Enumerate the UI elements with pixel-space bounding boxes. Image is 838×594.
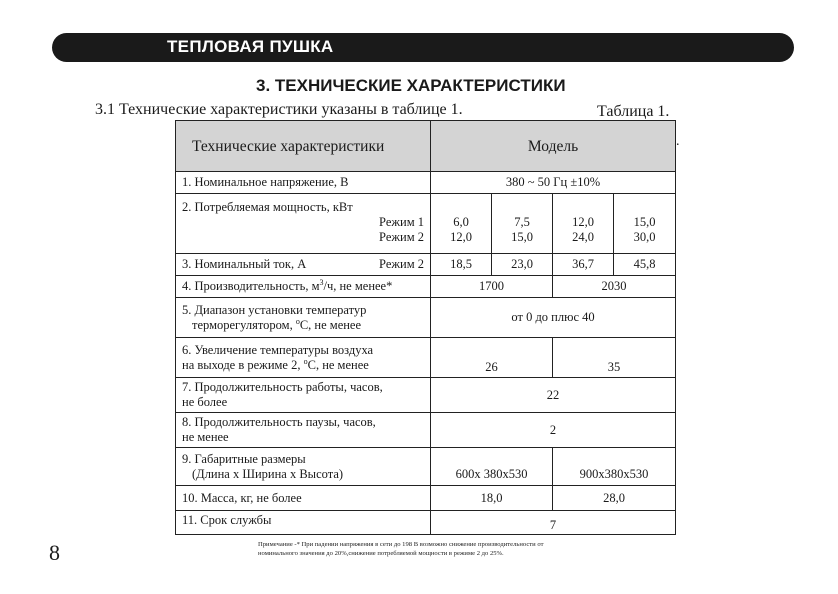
cell-value [553, 194, 614, 254]
row-label [176, 276, 431, 298]
row-label-part: на выходе в режиме 2, [182, 357, 304, 372]
row-label-text: /ч, не менее* [323, 279, 393, 293]
cell-value-mode2: 24,0 [572, 230, 594, 244]
cell-value-mode2: 30,0 [633, 230, 656, 244]
cell-value: 2 [431, 413, 676, 448]
degree-sign: о [295, 316, 300, 326]
row-label-text: не менее [182, 430, 229, 444]
cell-value-mode1: 12,0 [572, 215, 594, 229]
row-label-text: 5. Диапазон установки температур [182, 302, 367, 317]
table-row [176, 511, 676, 535]
cell-value [492, 194, 553, 254]
cell-value: 36,7 [553, 254, 614, 276]
cell-value: 2030 [553, 276, 676, 298]
row-label-text: (Длина х Ширина х Высота) [192, 466, 344, 481]
mode-label: Режим 2 [379, 230, 424, 244]
footnote-line: номинального значения до 20%,снижение потребляемой мощности в режиме 2 до 25%. [258, 550, 504, 557]
row-label: 11. Срок службы [176, 511, 431, 535]
cell-value: от 0 до плюс 40 [431, 298, 676, 338]
row-label-text: 7. Продолжительность работы, часов, [182, 380, 383, 394]
cell-value: 380 ~ 50 Гц ±10% [431, 172, 676, 194]
row-label [176, 194, 431, 254]
row-label-text: 4. Производительность, м [182, 279, 320, 293]
cell-value-mode2: 12,0 [450, 230, 472, 244]
cell-value [614, 194, 676, 254]
row-label-part: терморегулятором, [192, 317, 296, 332]
table-row [176, 194, 676, 254]
header-characteristics: Технические характеристики [176, 121, 431, 172]
row-label [176, 338, 431, 378]
table-row [176, 413, 676, 448]
cell-value: 900х380х530 [553, 448, 676, 486]
table-row [176, 276, 676, 298]
row-label-text: 2. Потребляемая мощность, кВт [182, 200, 353, 214]
mode-label: Режим 2 [379, 257, 424, 271]
table-row [176, 298, 676, 338]
row-label [176, 413, 431, 448]
cell-value-mode2: 15,0 [511, 230, 533, 244]
row-label-text [182, 358, 424, 373]
row-label-text: 9. Габаритные размеры [182, 451, 306, 466]
row-label [176, 448, 431, 486]
row-label: 10. Масса, кг, не более [176, 486, 431, 511]
cell-value: 600х 380х530 [431, 448, 553, 486]
row-label: 1. Номинальное напряжение, В [176, 172, 431, 194]
table-row [176, 378, 676, 413]
row-label-text [182, 318, 424, 333]
spec-table [175, 120, 676, 535]
cell-value-mode1: 6,0 [453, 215, 469, 229]
cell-value-mode1: 15,0 [633, 215, 656, 229]
row-label [176, 378, 431, 413]
cell-value: 35 [553, 338, 676, 378]
cell-value: 18,5 [431, 254, 492, 276]
table-row [176, 338, 676, 378]
cell-value [431, 194, 492, 254]
cell-value: 18,0 [431, 486, 553, 511]
row-label-part: С, не менее [299, 317, 362, 332]
row-label [176, 298, 431, 338]
row-label-text: не более [182, 395, 228, 409]
cell-value: 7 [431, 511, 676, 535]
row-label-text: 6. Увеличение температуры воздуха [182, 342, 374, 357]
unit-superscript: 3 [319, 277, 324, 287]
table-row [176, 172, 676, 194]
cell-value: 26 [431, 338, 553, 378]
header-title: ТЕПЛОВАЯ ПУШКА [167, 37, 334, 56]
table-label: Таблица 1. [597, 103, 670, 120]
intro-text: 3.1 Технические характеристики указаны в таблице 1. [95, 101, 463, 118]
row-label-part: С, не менее [307, 357, 369, 372]
table-header-row [176, 121, 676, 172]
cell-value: 22 [431, 378, 676, 413]
mode-label: Режим 1 [379, 215, 424, 229]
cell-value: 23,0 [492, 254, 553, 276]
cell-value: 1700 [431, 276, 553, 298]
page-number: 8 [49, 540, 60, 565]
header-banner [52, 33, 794, 62]
table-row [176, 254, 676, 276]
header-model: Модель [431, 121, 676, 172]
cell-value: 45,8 [614, 254, 676, 276]
row-label-text: 8. Продолжительность паузы, часов, [182, 415, 376, 429]
table-row [176, 448, 676, 486]
row-label [176, 254, 431, 276]
row-label-text: 3. Номинальный ток, А [182, 257, 307, 271]
section-title: 3. ТЕХНИЧЕСКИЕ ХАРАКТЕРИСТИКИ [256, 76, 566, 95]
cell-value-mode1: 7,5 [514, 215, 530, 229]
cell-value: 28,0 [553, 486, 676, 511]
footnote-line: Примечание -* При падении напряжения в сети до 198 В возможно снижение производительности от [258, 541, 544, 548]
table-row [176, 486, 676, 511]
degree-sign: о [303, 356, 308, 366]
table-label-dot: . [676, 134, 680, 149]
footnote [258, 540, 678, 558]
